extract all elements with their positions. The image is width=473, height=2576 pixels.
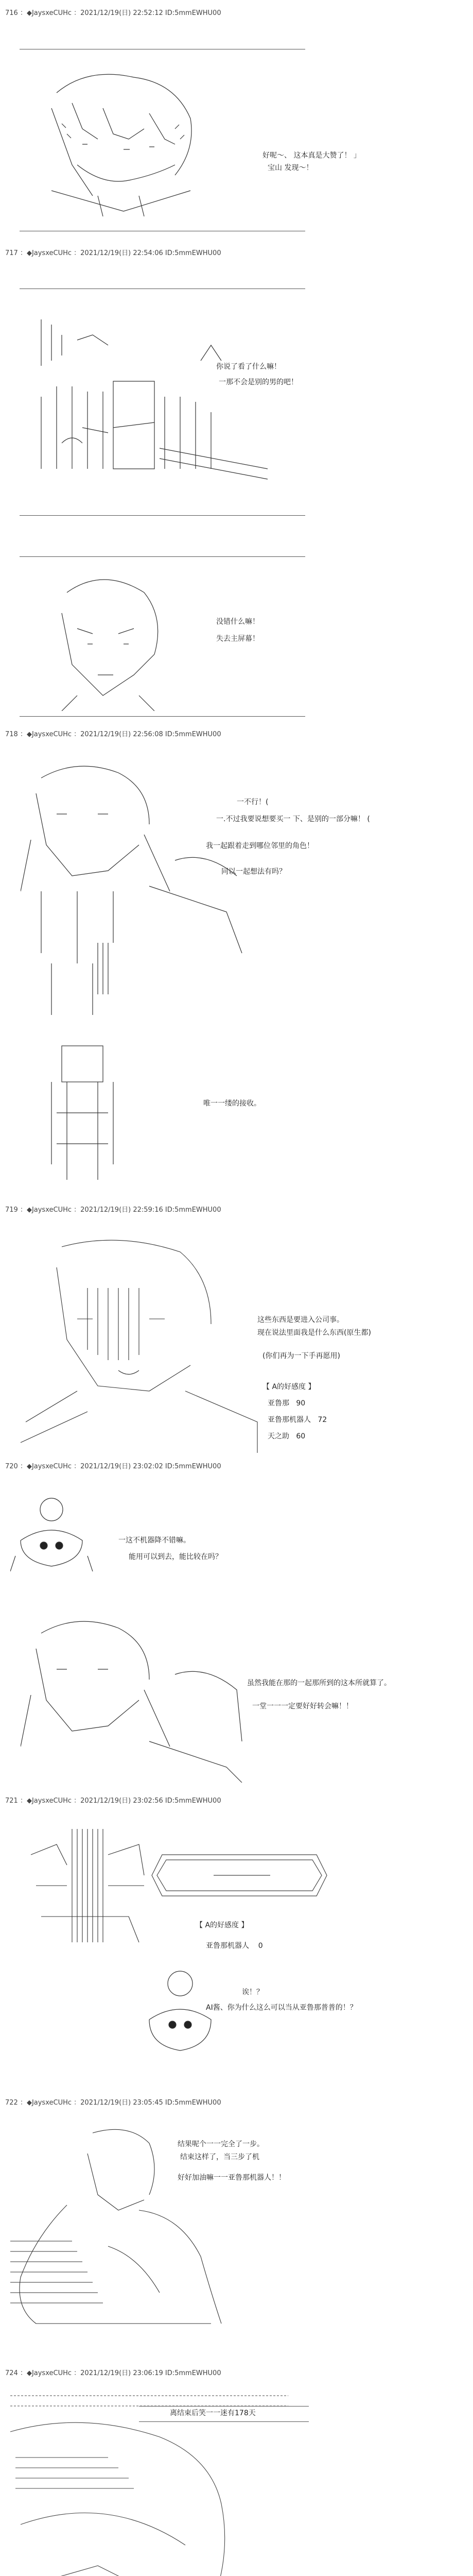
post-header: 724 ：◆JaysxeCUHc ：2021/12/19(日) 23:06:19 ID:5mmEWHU00: [5, 2369, 221, 2377]
ascii-art-robot: [10, 1494, 113, 1577]
dialogue-line: 我一起跟着走到哪位邻里的角色！: [206, 842, 314, 850]
affinity-row: 天之助 60: [268, 1432, 306, 1440]
dialogue-line: 一那不会是别的男的吧！: [219, 378, 298, 386]
dialogue-line: 宝山 发现～！: [268, 164, 313, 172]
dialogue-line: 失去主屏幕！: [216, 635, 259, 643]
ascii-art-scene-robot: [26, 1824, 149, 1947]
dialogue-line: 这些东西是要进入公司事。: [257, 1316, 344, 1324]
dialogue-line: 你说了看了什么嘛！: [216, 363, 281, 371]
ascii-art-character-group: [21, 1613, 247, 1783]
affinity-row: 亚鲁那机器人 0: [206, 1942, 263, 1950]
dialogue-line: 一不行！(: [237, 798, 269, 806]
dialogue-line: 一.不过我要说想要买一 下、是别的一部分嘛！ (: [216, 815, 370, 823]
post-header: 716 ：◆JaysxeCUHc ：2021/12/19(日) 22:52:12 ID:5mmEWHU00: [5, 9, 221, 17]
dialogue-line: 没错什么嘛！: [216, 618, 259, 626]
post-header: 720 ：◆JaysxeCUHc ：2021/12/19(日) 23:02:02 ID:5mmEWHU00: [5, 1463, 221, 1470]
affinity-row: 亚鲁那机器人 72: [268, 1416, 327, 1424]
beam-effect: [147, 1844, 332, 1908]
dialogue-line: 虽然我能在那的一起那所到的这本所就算了。: [247, 1679, 391, 1687]
dialogue-line: 诶！？: [242, 1988, 264, 1996]
dialogue-line: 唯一一缕的接收。: [203, 1099, 261, 1108]
ascii-art-scene: [31, 314, 278, 484]
frame-bottom: [139, 2421, 309, 2422]
post-header: 718 ：◆JaysxeCUHc ：2021/12/19(日) 22:56:08 ID:5mmEWHU00: [5, 731, 221, 738]
dialogue-line: 一这不机器降不错嘛。: [118, 1536, 190, 1545]
countdown-text: 离结束后笑一一迷有178天: [170, 2409, 256, 2417]
dialogue-line: 结束这样了，当三步了机: [180, 2153, 259, 2161]
post-header: 722 ：◆JaysxeCUHc ：2021/12/19(日) 23:05:45 ID:5mmEWHU00: [5, 2099, 221, 2107]
dialogue-line: 好好加油嘛一一亚鲁那机器人！！: [178, 2174, 286, 2182]
dialogue-line: 结果呢个一一完全了一步。: [178, 2140, 264, 2148]
dialogue-line: 好呢～、 这本真是大赞了！ 」: [262, 151, 361, 160]
dialogue-line: 能用可以到去，能比较在吗？: [129, 1553, 222, 1561]
affinity-title: 【 A的好感度 】: [262, 1383, 316, 1391]
dialogue-line: 同以一起想法有吗？: [221, 868, 286, 876]
dialogue-line: AI酱、你为什么这么可以当从亚鲁那普普的！？: [206, 2004, 357, 2012]
post-header: 717 ：◆JaysxeCUHc ：2021/12/19(日) 22:54:06 ID:5mmEWHU00: [5, 249, 221, 257]
dialogue-line: 现在说法里面我是什么东西(原生都): [257, 1329, 371, 1337]
post-header: 721 ：◆JaysxeCUHc ：2021/12/19(日) 23:02:56 ID:5mmEWHU00: [5, 1797, 221, 1805]
ascii-art-figure: [36, 1041, 139, 1195]
affinity-title: 【 A的好感度 】: [196, 1921, 249, 1929]
affinity-row: 亚鲁那 90: [268, 1399, 306, 1408]
frame-bottom: [20, 716, 305, 717]
dialogue-line: (你们再为一下手再愿用): [262, 1352, 340, 1360]
frame-bottom: [20, 515, 305, 516]
ascii-art-character-closeup: [15, 1236, 262, 1453]
ascii-art-character: [31, 572, 185, 711]
dialogue-line: 一堂一一一定要好好转会嘛！！: [252, 1702, 353, 1710]
ascii-art-character: [21, 62, 237, 227]
frame-top: [20, 556, 305, 557]
ascii-art-character-group: [21, 757, 247, 1015]
post-header: 719 ：◆JaysxeCUHc ：2021/12/19(日) 22:59:16 ID:5mmEWHU00: [5, 1206, 221, 1214]
